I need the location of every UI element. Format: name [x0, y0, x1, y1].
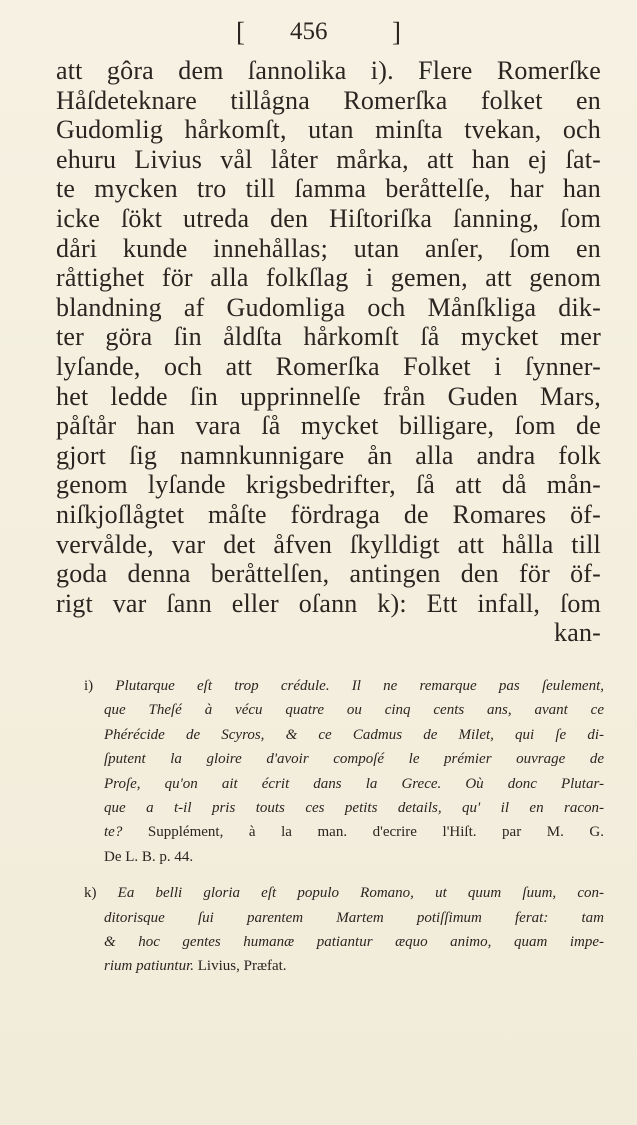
- text-line: påſtår han vara ſå mycket billigare, ſom de: [56, 411, 601, 441]
- text-line: lyſande, och att Romerſka Folket i ſynner-: [56, 351, 601, 381]
- footnote-text: Ea belli gloria eſt populo Romano, ut quum ſuum, con-: [117, 885, 604, 902]
- text-line: rigt var ſann eller oſann k): Ett infall, ſom: [56, 588, 601, 618]
- main-text: [56, 56, 601, 648]
- footnote-text: Plutarque eſt trop crédule. Il ne remarque pas ſeulement,: [115, 678, 605, 694]
- footnote-marker: k): [84, 885, 97, 902]
- text-line: vervålde, var det åfven ſkylldigt att hålla till: [56, 529, 601, 559]
- page-number: 456: [290, 18, 328, 45]
- page-header: [0, 12, 637, 52]
- text-line: te mycken tro till ſamma beråttelſe, har han: [56, 174, 601, 204]
- footnote-line: Proſe, qu'on ait écrit dans la Grece. Où donc Plutar-: [104, 775, 604, 792]
- footnote-line: ditorisque ſui parentem Martem potiſſimum ferat: tam: [104, 909, 604, 926]
- footnote-source-end: De L. B. p. 44.: [104, 848, 194, 865]
- text-line: ter göra ſin åldſta hårkomſt ſå mycket mer: [56, 322, 601, 352]
- footnote-text: rium patiuntur.: [104, 958, 195, 975]
- footnote-i: [84, 674, 604, 869]
- footnote-line: Phérécide de Scyros, & ce Cadmus de Milet, qui ſe di-: [104, 726, 604, 743]
- text-line: het ledde ſin upprinnelſe från Guden Mars,: [56, 381, 601, 411]
- text-line: råttighet för alla folkſlag i gemen, att genom: [56, 263, 601, 293]
- text-line: dåri kunde innehållas; utan anſer, ſom en: [56, 233, 601, 263]
- footnote-line: [84, 820, 604, 844]
- footnote-text: te?: [104, 824, 123, 841]
- text-line: genom lyſande krigsbedrifter, ſå att då mån-: [56, 470, 601, 500]
- footnote-line: [84, 954, 604, 978]
- footnote-marker: i): [84, 678, 94, 694]
- text-line: att gôra dem ſannolika i). Flere Romerſke: [56, 56, 601, 85]
- footnote-line: que a t-il pris touts ces petits details, qu' il en racon-: [104, 799, 604, 816]
- left-bracket: [: [236, 17, 245, 47]
- text-line: icke ſökt utreda den Hiſtoriſka ſanning, ſom: [56, 203, 601, 233]
- text-line: gjort ſig namnkunnigare ån alla andra folk: [56, 440, 601, 470]
- footnote-line: [84, 674, 604, 698]
- text-line: goda denna beråttelſen, antingen den för öf-: [56, 559, 601, 589]
- footnote-line: que Theſé à vécu quatre ou cinq cents ans, avant ce: [104, 702, 604, 719]
- text-line: Håſdeteknare tillågna Romerſka folket en: [56, 85, 601, 115]
- text-line: Gudomlig hårkomſt, utan minſta tvekan, och: [56, 115, 601, 145]
- footnote-source: Livius, Præfat.: [197, 958, 287, 975]
- catchword: kan-: [554, 618, 601, 648]
- footnote-line: & hoc gentes humanæ patiantur æquo animo, quam impe-: [104, 933, 604, 950]
- footnote-k: [84, 881, 604, 979]
- footnote-source: Supplément, à la man. d'ecrire l'Hiſt. par M. G.: [147, 824, 604, 841]
- footnote-line: ſputent la gloire d'avoir compoſé le prémier ouvrage de: [104, 751, 604, 768]
- text-line: niſkjoſlågtet måſte fördraga de Romares öf-: [56, 499, 601, 529]
- text-line: blandning af Gudomliga och Månſkliga dik-: [56, 292, 601, 322]
- text-line: ehuru Livius vål låter mårka, att han ej ſat-: [56, 144, 601, 174]
- right-bracket: ]: [392, 17, 401, 47]
- footnotes: [84, 674, 604, 991]
- footnote-line: [84, 881, 604, 905]
